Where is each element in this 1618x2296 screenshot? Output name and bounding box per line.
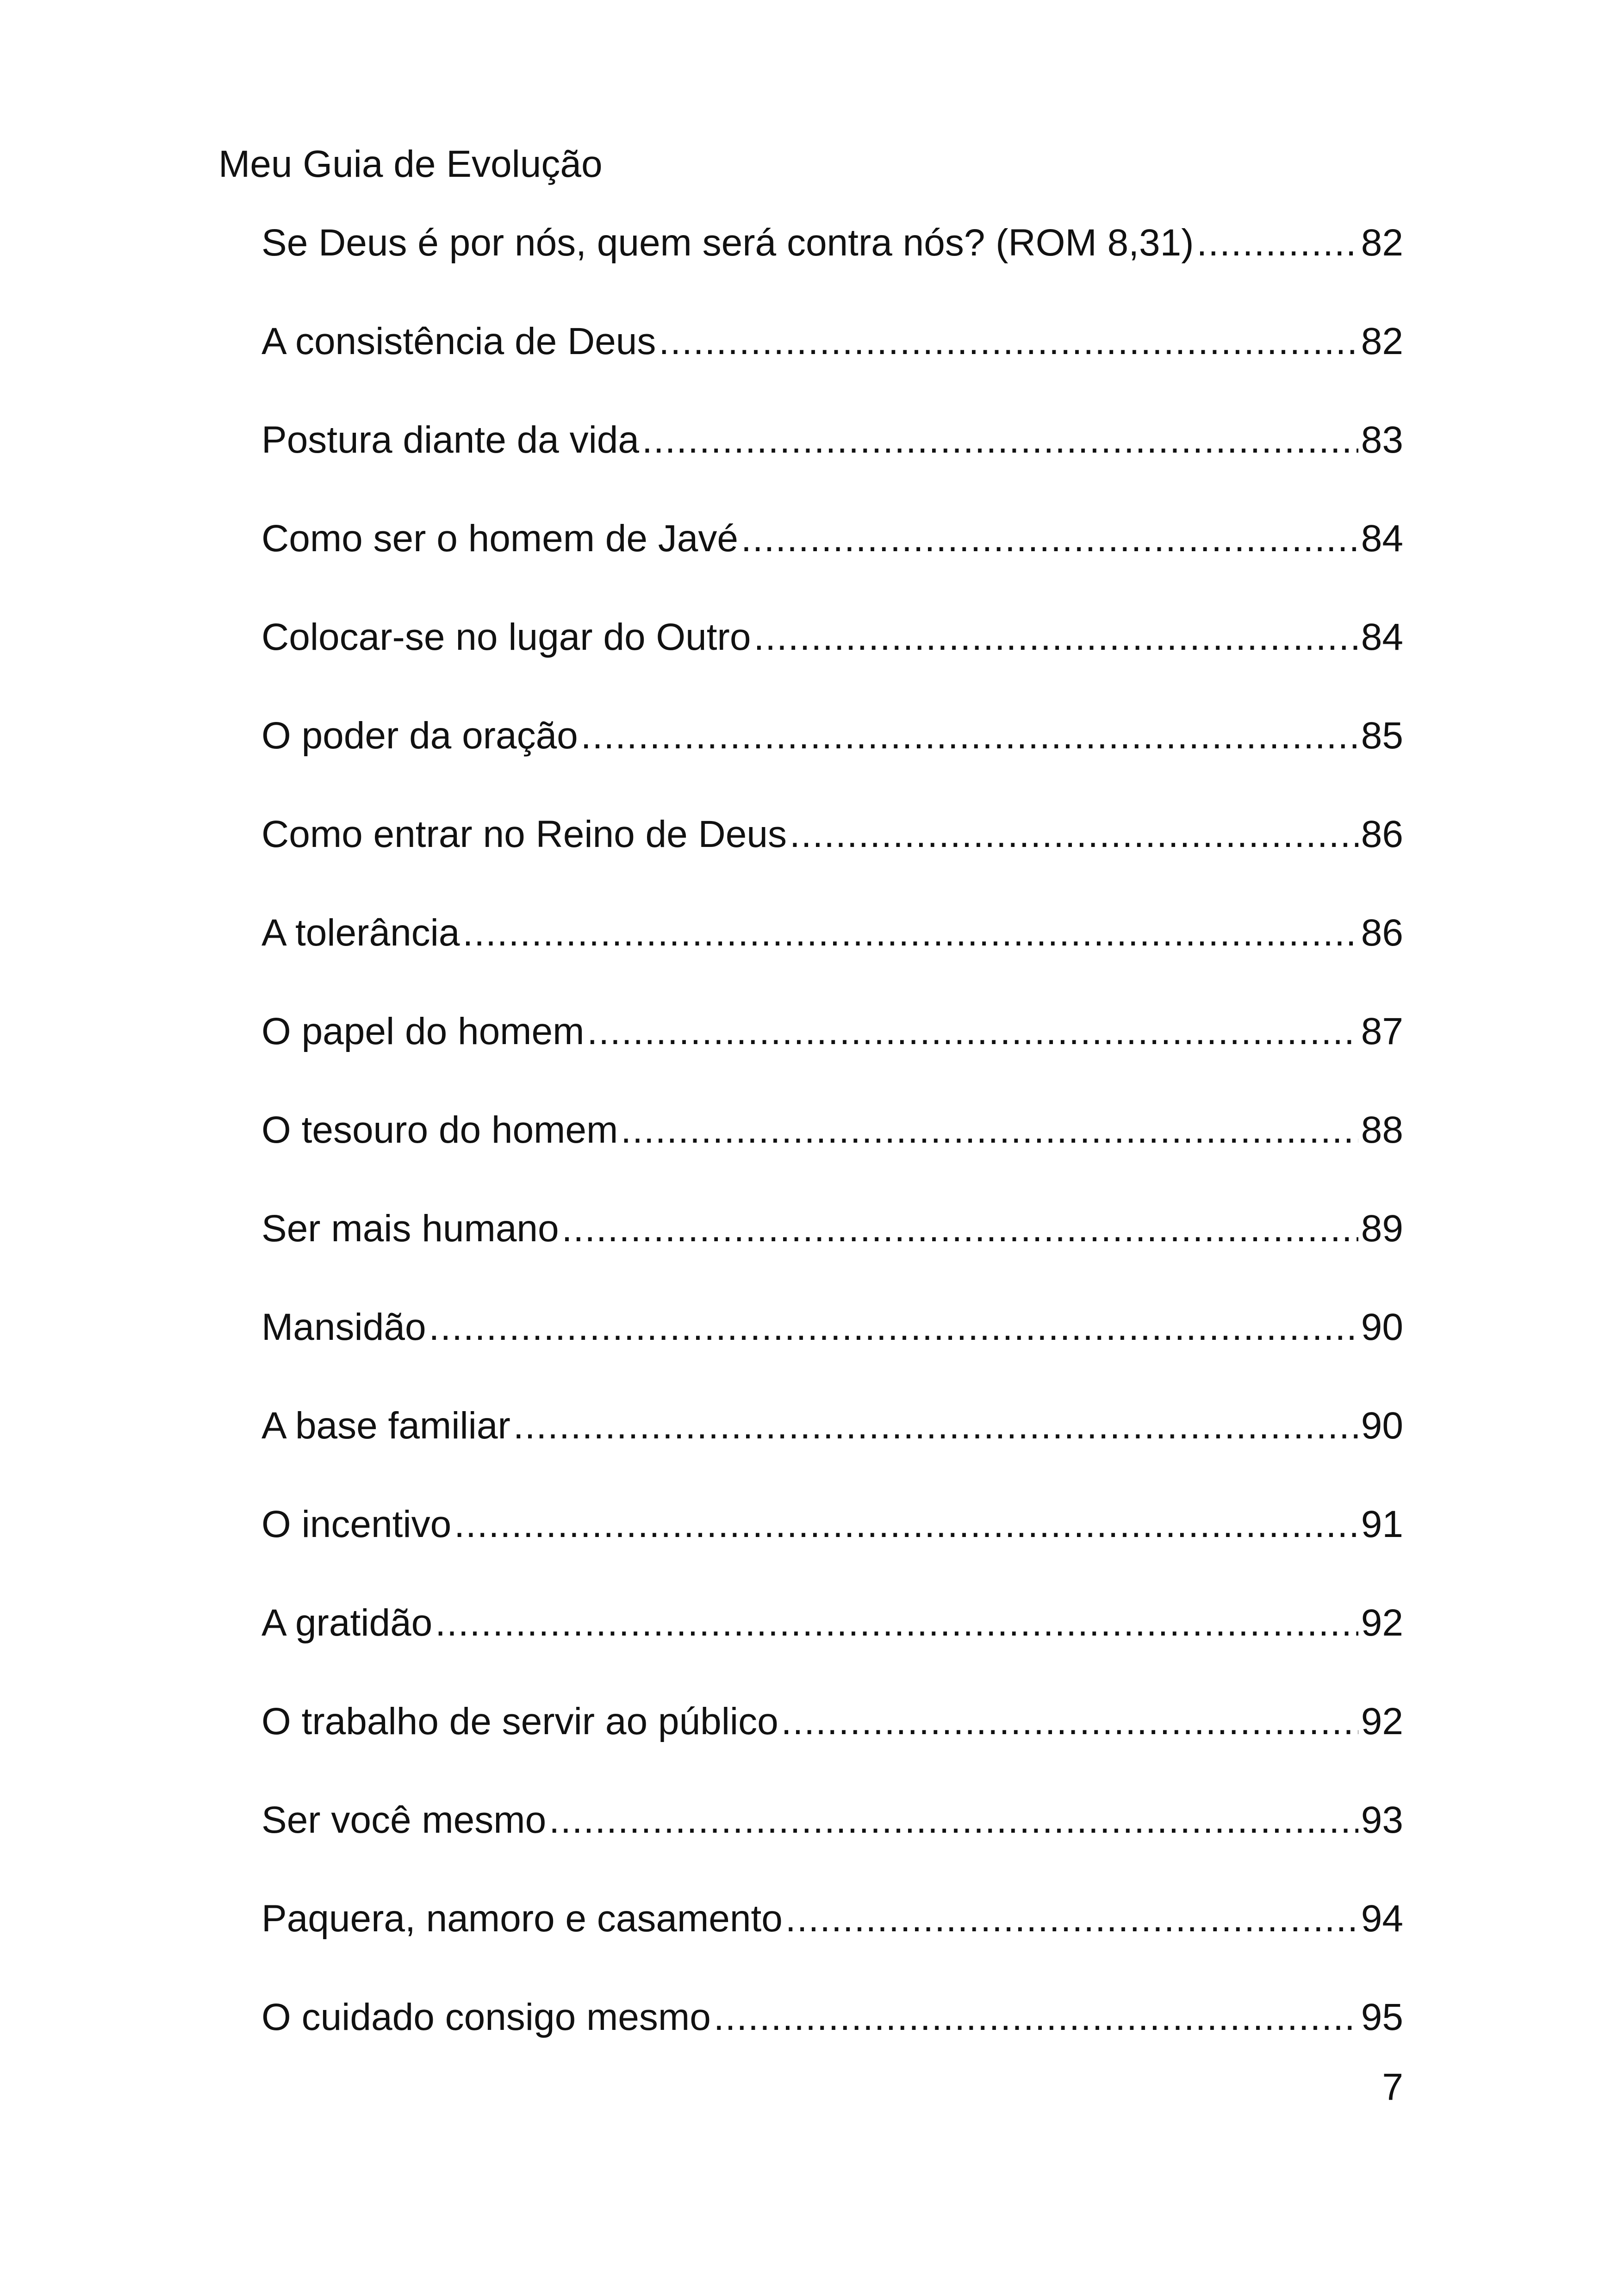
toc-entry xyxy=(261,1203,1403,1302)
dot-leader xyxy=(790,809,1358,860)
toc-entry-title: Colocar-se no lugar do Outro xyxy=(261,616,751,658)
dot-leader xyxy=(435,1598,1358,1649)
toc-entry-title: O tesouro do homem xyxy=(261,1109,618,1151)
toc-entry xyxy=(261,1302,1403,1400)
toc-entry-page: 93 xyxy=(1361,1799,1403,1841)
toc-entry-title: Como ser o homem de Javé xyxy=(261,517,739,560)
toc-entry xyxy=(261,1598,1403,1696)
toc-entry-title: Paquera, namoro e casamento xyxy=(261,1898,783,1940)
toc-entry-page: 90 xyxy=(1361,1405,1403,1447)
toc-entry xyxy=(261,1006,1403,1105)
toc-entry-page: 84 xyxy=(1361,517,1403,560)
toc-entry xyxy=(261,908,1403,1006)
dot-leader xyxy=(549,1795,1358,1846)
toc-entry-page: 88 xyxy=(1361,1109,1403,1151)
dot-leader xyxy=(513,1400,1358,1451)
toc-entry-title: A consistência de Deus xyxy=(261,320,656,362)
toc-entry xyxy=(261,1400,1403,1499)
toc-entry xyxy=(261,612,1403,710)
toc-entry xyxy=(261,1893,1403,1992)
dot-leader xyxy=(463,908,1358,958)
toc-entry-title: Se Deus é por nós, quem será contra nós? (ROM 8,31) xyxy=(261,222,1194,264)
toc-entry-title: O cuidado consigo mesmo xyxy=(261,1996,711,2038)
toc-entry xyxy=(261,1105,1403,1203)
toc-entry-page: 86 xyxy=(1361,912,1403,954)
dot-leader xyxy=(1197,218,1358,268)
toc-entry-title: Ser você mesmo xyxy=(261,1799,547,1841)
table-of-contents xyxy=(261,218,1403,2091)
dot-leader xyxy=(785,1893,1358,1944)
dot-leader xyxy=(621,1105,1358,1156)
running-header: Meu Guia de Evolução xyxy=(218,143,603,185)
toc-entry xyxy=(261,1696,1403,1795)
toc-entry-title: A base familiar xyxy=(261,1405,510,1447)
toc-entry xyxy=(261,513,1403,612)
dot-leader xyxy=(781,1696,1358,1747)
toc-entry-page: 85 xyxy=(1361,715,1403,757)
toc-entry-page: 95 xyxy=(1361,1996,1403,2038)
toc-entry-title: O papel do homem xyxy=(261,1010,585,1052)
toc-entry xyxy=(261,1992,1403,2091)
dot-leader xyxy=(659,316,1358,367)
toc-entry-title: O trabalho de servir ao público xyxy=(261,1700,778,1742)
toc-entry xyxy=(261,809,1403,908)
toc-entry-page: 89 xyxy=(1361,1207,1403,1250)
toc-entry xyxy=(261,415,1403,513)
toc-entry-page: 87 xyxy=(1361,1010,1403,1052)
toc-entry xyxy=(261,1499,1403,1598)
toc-entry-page: 92 xyxy=(1361,1700,1403,1742)
dot-leader xyxy=(562,1203,1358,1254)
toc-entry-title: Ser mais humano xyxy=(261,1207,559,1250)
toc-entry-page: 90 xyxy=(1361,1306,1403,1348)
toc-entry-page: 82 xyxy=(1361,222,1403,264)
toc-entry-page: 82 xyxy=(1361,320,1403,362)
dot-leader xyxy=(753,612,1358,663)
toc-entry-title: Postura diante da vida xyxy=(261,419,639,461)
toc-entry-page: 92 xyxy=(1361,1602,1403,1644)
dot-leader xyxy=(741,513,1358,564)
toc-entry-title: A tolerância xyxy=(261,912,460,954)
page-number: 7 xyxy=(1382,2066,1403,2108)
toc-entry xyxy=(261,710,1403,809)
toc-entry-page: 86 xyxy=(1361,813,1403,855)
toc-entry xyxy=(261,316,1403,415)
toc-entry xyxy=(261,1795,1403,1893)
toc-entry-title: Como entrar no Reino de Deus xyxy=(261,813,787,855)
toc-entry-title: A gratidão xyxy=(261,1602,433,1644)
toc-entry-title: Mansidão xyxy=(261,1306,426,1348)
toc-entry-page: 83 xyxy=(1361,419,1403,461)
toc-entry-title: O incentivo xyxy=(261,1503,452,1545)
toc-entry-page: 84 xyxy=(1361,616,1403,658)
dot-leader xyxy=(587,1006,1358,1057)
toc-entry xyxy=(261,218,1403,316)
dot-leader xyxy=(429,1302,1358,1353)
toc-entry-page: 94 xyxy=(1361,1898,1403,1940)
dot-leader xyxy=(454,1499,1358,1550)
dot-leader xyxy=(714,1992,1358,2043)
dot-leader xyxy=(581,710,1358,761)
toc-entry-page: 91 xyxy=(1361,1503,1403,1545)
toc-entry-title: O poder da oração xyxy=(261,715,578,757)
dot-leader xyxy=(642,415,1358,466)
